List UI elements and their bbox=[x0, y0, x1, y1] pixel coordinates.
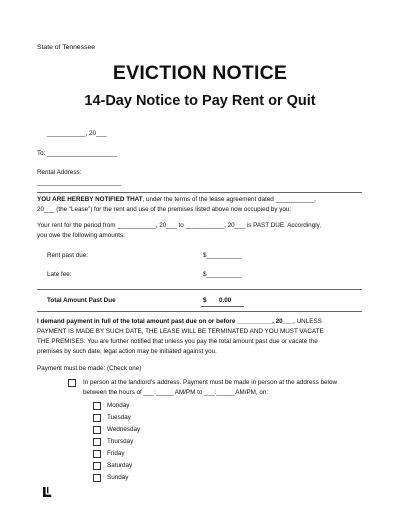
monday-checkbox[interactable] bbox=[93, 402, 101, 410]
rent-period-line-1: Your rent for the period from ___________, 20___ to ___________, 20___ is PAST DUE. Accordingly, bbox=[37, 222, 322, 229]
total-underline bbox=[201, 306, 244, 307]
notice-intro-bold: YOU ARE HEREBY NOTIFIED THAT bbox=[37, 196, 143, 203]
day-monday-label: Monday bbox=[107, 402, 130, 409]
day-friday-label: Friday bbox=[107, 450, 125, 457]
day-tuesday-label: Tuesday bbox=[107, 414, 131, 421]
notice-line-1 bbox=[37, 197, 316, 203]
demand-line-3: THE PREMISES. You are further notified that unless you pay the total amount past due or vacate the bbox=[37, 338, 318, 345]
rent-past-due-label: Rent past due: bbox=[47, 252, 88, 259]
payment-method-label: Payment must be made: (Check one) bbox=[37, 365, 142, 372]
demand-line-1 bbox=[37, 319, 322, 325]
state-label: State of Tennessee bbox=[37, 44, 96, 51]
day-wednesday-label: Wednesday bbox=[107, 426, 141, 433]
demand-line-1-bold: I demand payment in full of the total amount past due on or before __________, 20___ bbox=[37, 318, 294, 325]
rental-address-label: Rental Address: bbox=[37, 169, 82, 176]
in-person-option-line-2: between the hours of ___:_____ AM/PM to ___:_____ AM/PM, on: bbox=[83, 389, 269, 396]
friday-checkbox[interactable] bbox=[93, 450, 101, 458]
wednesday-checkbox[interactable] bbox=[93, 426, 101, 434]
tuesday-checkbox[interactable] bbox=[93, 414, 101, 422]
in-person-checkbox[interactable] bbox=[68, 379, 76, 387]
demand-line-4: premises by such date, legal action may be initiated against you. bbox=[37, 348, 217, 355]
total-divider bbox=[37, 311, 362, 312]
rent-period-line-2: you owe the following amounts: bbox=[37, 232, 125, 239]
amounts-divider bbox=[37, 289, 362, 290]
thursday-checkbox[interactable] bbox=[93, 438, 101, 446]
to-field[interactable]: To: ____________________ bbox=[37, 150, 118, 157]
demand-line-1-rest: , UNLESS bbox=[293, 318, 322, 325]
total-currency: $ bbox=[203, 297, 207, 304]
notice-line-1-rest: , under the terms of the lease agreement dated ___________, bbox=[142, 196, 316, 203]
date-field[interactable]: ___________, 20___ bbox=[47, 130, 107, 137]
late-fee-label: Late fee: bbox=[47, 271, 72, 278]
demand-line-2: PAYMENT IS MADE BY SUCH DATE, THE LEASE WILL BE TERMINATED AND YOU MUST VACATE bbox=[37, 328, 324, 335]
notice-line-2: 20___ (the “Lease”) for the rent and use of the premises listed above now occupied by you: bbox=[37, 206, 292, 213]
total-past-due-label: Total Amount Past Due bbox=[47, 297, 116, 304]
day-sunday-label: Sunday bbox=[107, 474, 129, 481]
section-divider bbox=[37, 192, 362, 193]
sunday-checkbox[interactable] bbox=[93, 474, 101, 482]
in-person-option-line-1: In person at the landlord’s address. Payment must be made in person at the address below bbox=[83, 379, 338, 386]
document-subtitle: 14-Day Notice to Pay Rent or Quit bbox=[84, 93, 316, 109]
rent-past-due-value[interactable]: $__________ bbox=[203, 252, 242, 259]
legal-logo-icon bbox=[41, 486, 53, 498]
total-past-due-value: 0.00 bbox=[219, 297, 232, 304]
document-title: EVICTION NOTICE bbox=[112, 62, 288, 84]
day-thursday-label: Thursday bbox=[107, 438, 134, 445]
rental-address-field[interactable]: ________________________ bbox=[37, 179, 122, 186]
saturday-checkbox[interactable] bbox=[93, 462, 101, 470]
day-saturday-label: Saturday bbox=[107, 462, 133, 469]
late-fee-value[interactable]: $__________ bbox=[203, 271, 242, 278]
